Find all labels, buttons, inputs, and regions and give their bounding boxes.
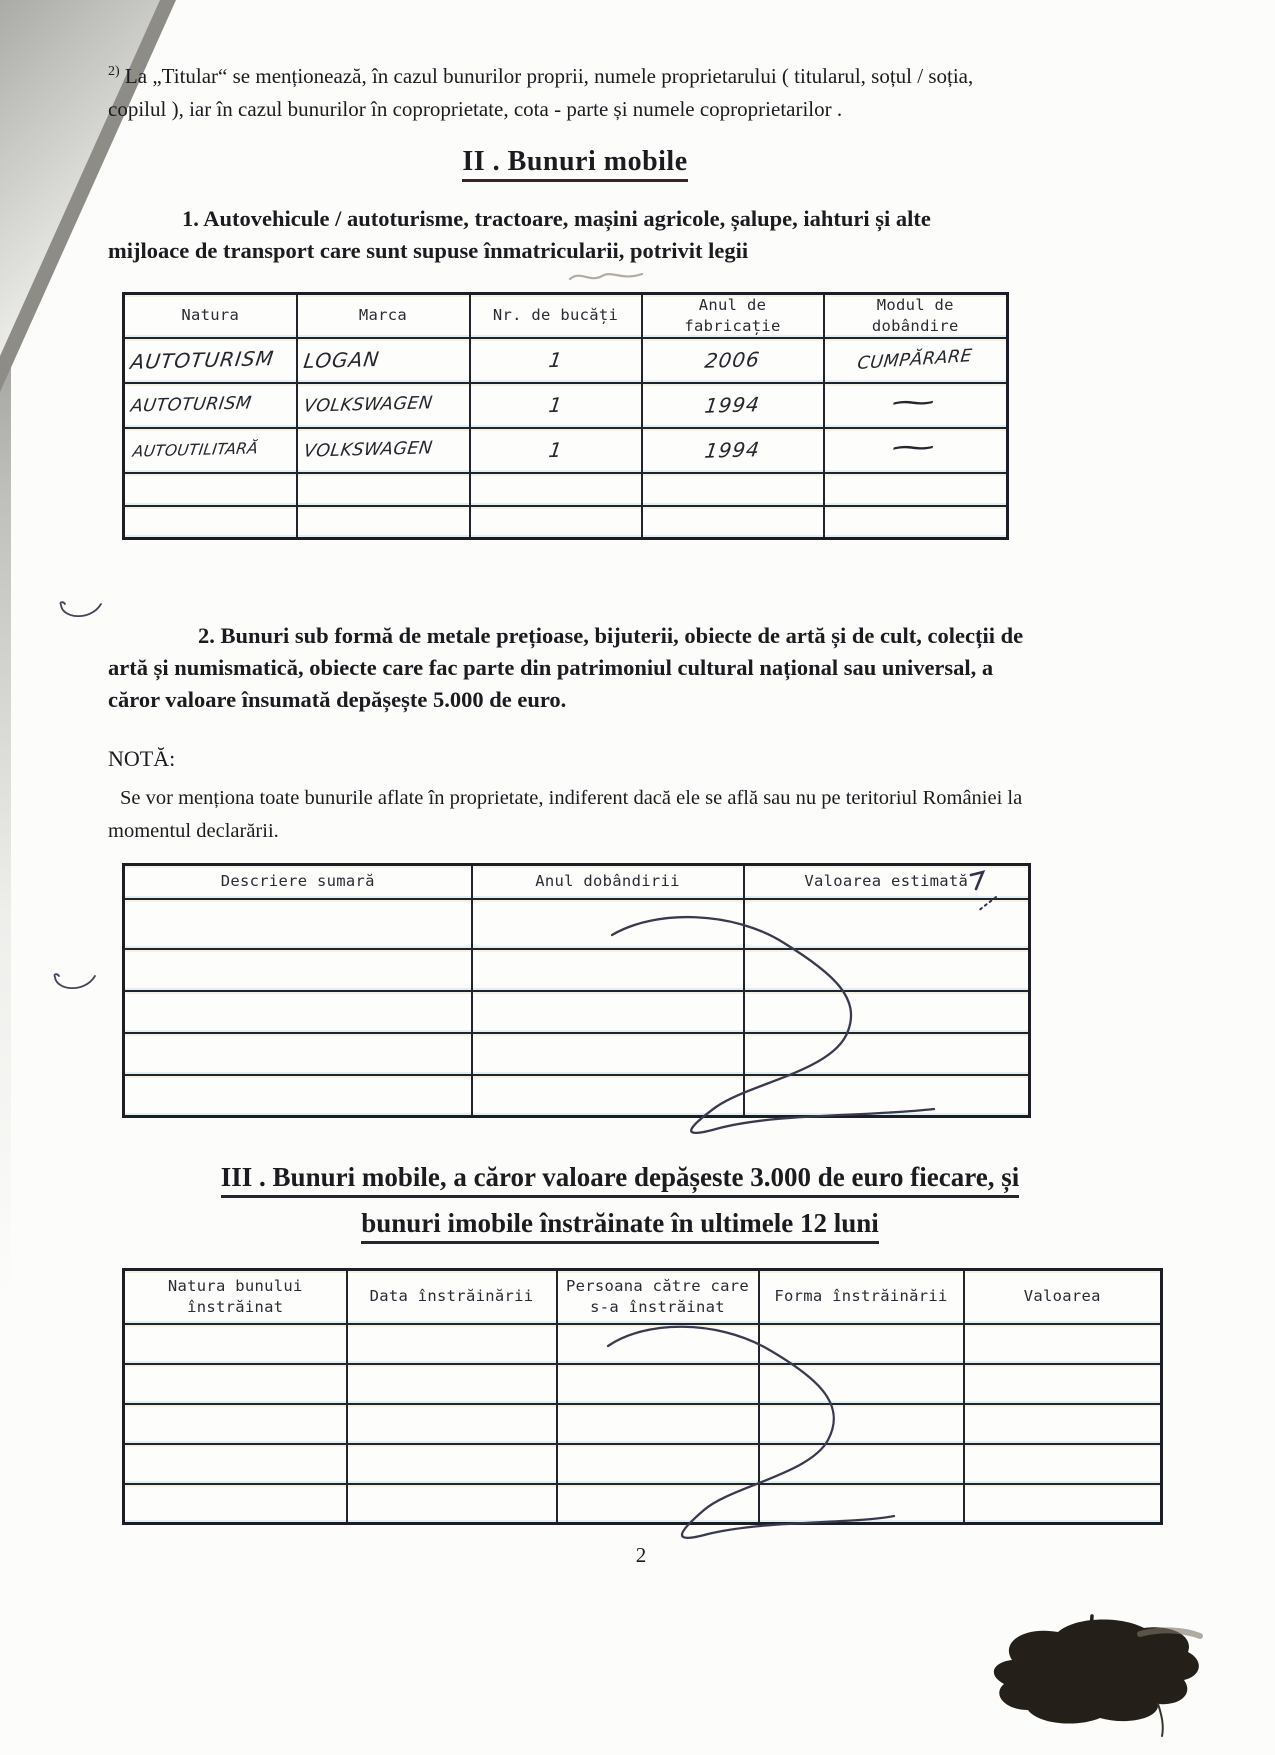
cell xyxy=(744,1075,1030,1117)
cell xyxy=(124,1033,472,1075)
cell xyxy=(557,1444,759,1484)
note-label: NOTĂ: xyxy=(108,746,176,771)
cell xyxy=(759,1364,964,1404)
disposals-row-empty xyxy=(124,1404,1162,1444)
cell xyxy=(470,473,642,506)
cell xyxy=(347,1444,557,1484)
cell xyxy=(557,1404,759,1444)
cell-nr xyxy=(470,428,642,473)
valuables-row-empty xyxy=(124,1075,1030,1117)
cell xyxy=(472,1033,744,1075)
cell xyxy=(964,1364,1162,1404)
column-header-forma: Forma înstrăinării xyxy=(759,1270,964,1324)
cell-anul xyxy=(642,338,824,383)
section-iii-title-line1: III . Bunuri mobile, a căror valoare depășeste 3.000 de euro fiecare, și xyxy=(80,1162,1160,1193)
cell xyxy=(124,899,472,949)
handwritten-entry: 1 xyxy=(547,348,564,373)
cell xyxy=(557,1364,759,1404)
item2-heading: 2. Bunuri sub formă de metale prețioase, bijuterii, obiecte de artă și de cult, colecții de artă și numismatică, obiecte care fac parte din patrimoniul cultural național sau universal, a căror valoare însumată depășește 5.000 de euro. xyxy=(108,623,1024,712)
handwritten-entry: VOLKSWAGEN xyxy=(301,393,434,418)
cell xyxy=(347,1364,557,1404)
cell xyxy=(759,1484,964,1524)
margin-check-mark xyxy=(52,972,98,998)
vehicles-header-row xyxy=(124,294,1008,338)
footnote-titular xyxy=(108,60,1000,126)
cell xyxy=(297,506,470,539)
cell xyxy=(297,473,470,506)
handwritten-entry: VOLKSWAGEN xyxy=(301,438,434,463)
handwritten-entry: AUTOTURISM xyxy=(129,346,276,375)
cell xyxy=(472,949,744,991)
disposals-table xyxy=(122,1268,1160,1522)
item1-heading: 1. Autovehicule / autoturisme, tractoare, mașini agricole, șalupe, iahturi și alte mijloace de transport care sunt supuse înmatricularii, potrivit legii xyxy=(108,206,931,263)
pencil-scribble xyxy=(568,268,646,286)
column-header-marca: Marca xyxy=(297,294,470,338)
column-header-anul-dobandirii: Anul dobândirii xyxy=(472,865,744,899)
cell xyxy=(347,1484,557,1524)
cell-natura xyxy=(124,383,297,428)
cell xyxy=(124,1404,347,1444)
vehicle-row xyxy=(124,338,1008,383)
column-header-persoana: Persoana către care s-a înstrăinat xyxy=(557,1270,759,1324)
cell xyxy=(557,1324,759,1364)
cell xyxy=(124,473,297,506)
cell xyxy=(124,1075,472,1117)
footnote-marker: 2) xyxy=(108,64,120,79)
handwritten-entry: 1994 xyxy=(703,392,762,419)
cell xyxy=(472,1075,744,1117)
column-header-valoarea-estimata: Valoarea estimată xyxy=(744,865,1030,899)
disposals-header-row xyxy=(124,1270,1162,1324)
column-header-data-instrainarii: Data înstrăinării xyxy=(347,1270,557,1324)
vehicle-row-empty xyxy=(124,473,1008,506)
vehicle-row-empty xyxy=(124,506,1008,539)
cell-nr xyxy=(470,383,642,428)
cell xyxy=(824,506,1008,539)
cell xyxy=(759,1324,964,1364)
handwritten-entry: 2006 xyxy=(703,347,762,374)
cell xyxy=(744,949,1030,991)
cell xyxy=(744,899,1030,949)
vehicle-row xyxy=(124,428,1008,473)
cell xyxy=(642,506,824,539)
cell xyxy=(744,1033,1030,1075)
cell xyxy=(124,1444,347,1484)
column-header-nr-bucati: Nr. de bucăți xyxy=(470,294,642,338)
cell xyxy=(557,1484,759,1524)
handwritten-entry: 1 xyxy=(547,438,564,463)
ditto-mark: ~ xyxy=(883,390,947,415)
disposals-row-empty xyxy=(124,1364,1162,1404)
cell xyxy=(759,1404,964,1444)
cell xyxy=(964,1324,1162,1364)
column-header-valoarea: Valoarea xyxy=(964,1270,1162,1324)
footnote-text: La „Titular“ se menționează, în cazul bunurilor proprii, numele proprietarului ( titularul, soțul / soția, copilul ), iar în cazul bunurilor în coproprietate, cota - parte și numele coproprietarilor . xyxy=(108,64,974,122)
cell xyxy=(347,1324,557,1364)
cell-modul xyxy=(824,428,1008,473)
cell xyxy=(124,949,472,991)
column-header-modul-dobandire: Modul de dobândire xyxy=(824,294,1008,338)
page-number: 2 xyxy=(635,1543,647,1567)
column-header-descriere: Descriere sumară xyxy=(124,865,472,899)
column-header-natura-bunului: Natura bunului înstrăinat xyxy=(124,1270,347,1324)
cell-modul xyxy=(824,338,1008,383)
cell xyxy=(964,1404,1162,1444)
cell-nr xyxy=(470,338,642,383)
cell xyxy=(472,991,744,1033)
column-header-natura: Natura xyxy=(124,294,297,338)
disposals-row-empty xyxy=(124,1324,1162,1364)
handwritten-entry: LOGAN xyxy=(301,347,381,374)
cell xyxy=(470,506,642,539)
cell xyxy=(347,1404,557,1444)
cell-anul xyxy=(642,383,824,428)
cell xyxy=(124,1364,347,1404)
cell-marca xyxy=(297,428,470,473)
redaction-ink-blob xyxy=(972,1608,1212,1748)
cell xyxy=(759,1444,964,1484)
valuables-row-empty xyxy=(124,899,1030,949)
cell xyxy=(964,1444,1162,1484)
note-text: Se vor menționa toate bunurile aflate în proprietate, indiferent dacă ele se află sau nu pe teritoriul României la momentul declarării. xyxy=(108,787,1023,842)
valuables-row-empty xyxy=(124,1033,1030,1075)
handwritten-entry: 1994 xyxy=(703,437,762,464)
handwritten-entry: 1 xyxy=(547,393,564,418)
disposals-row-empty xyxy=(124,1484,1162,1524)
handwritten-entry: AUTOUTILITARĂ xyxy=(131,439,260,461)
valuables-row-empty xyxy=(124,949,1030,991)
handwritten-entry: AUTOTURISM xyxy=(129,393,253,417)
cell xyxy=(642,473,824,506)
section-iii-title-line2: bunuri imobile înstrăinate în ultimele 12 luni xyxy=(80,1208,1160,1239)
cell-anul xyxy=(642,428,824,473)
vehicle-row xyxy=(124,383,1008,428)
disposals-row-empty xyxy=(124,1444,1162,1484)
cell xyxy=(124,506,297,539)
handwritten-entry: CUMPĂRARE xyxy=(856,346,974,375)
cell-natura xyxy=(124,428,297,473)
valuables-header-row xyxy=(124,865,1030,899)
cell xyxy=(824,473,1008,506)
cell-marca xyxy=(297,338,470,383)
margin-check-mark xyxy=(58,600,104,626)
cell-natura xyxy=(124,338,297,383)
ditto-mark: ~ xyxy=(883,435,947,460)
column-header-anul-fabricatie: Anul de fabricație xyxy=(642,294,824,338)
cell xyxy=(124,1324,347,1364)
cell-marca xyxy=(297,383,470,428)
valuables-row-empty xyxy=(124,991,1030,1033)
cell xyxy=(964,1484,1162,1524)
cell xyxy=(744,991,1030,1033)
cell xyxy=(472,899,744,949)
cell xyxy=(124,991,472,1033)
valuables-table xyxy=(122,863,1028,1115)
cell xyxy=(124,1484,347,1524)
cell-modul xyxy=(824,383,1008,428)
section-ii-title: II . Bunuri mobile xyxy=(100,146,1050,178)
vehicles-table xyxy=(122,292,1006,524)
